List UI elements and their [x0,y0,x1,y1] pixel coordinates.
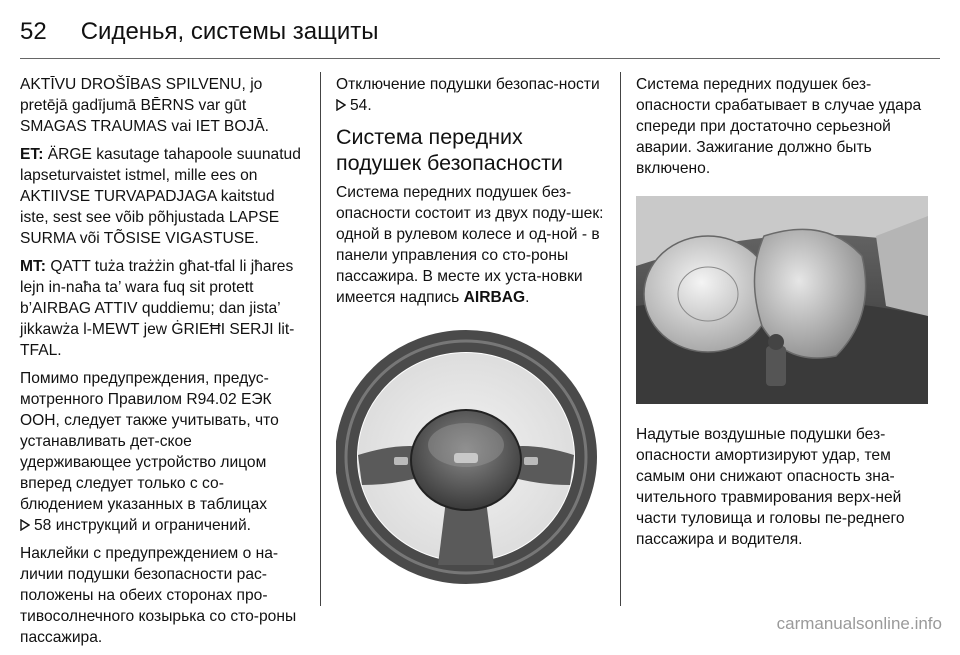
column-1 [20,74,302,655]
paragraph-protection: Надутые воздушные подушки без-опасности амортизируют удар, тем самым они снижают опасность зна-чительного травмирования верх-ней части туловища и головы пе-реднего пассажира и водителя. [636,426,905,548]
page-ref-arrow-icon[interactable] [336,95,350,116]
lang-code-et: ET: [20,146,44,163]
paragraph-r94-tail: инструкций и ограничений. [51,517,251,534]
warning-et-text: ÄRGE kasutage tahapoole suunatud lapseturvaistet istmel, mille ees on AKTIIVSE TURVAPADJAGA kaitstud iste, sest see võib põhjustada LAPSE SURMA või TÕSISE VIGASTUSE. [20,146,301,247]
warning-et [20,144,302,249]
system-text: Система передних подушек без-опасности состоит из двух поду-шек: одной в рулевом колесе и од-ной - в панели управления со сто-роны пассажира. В месте их уста-новки имеется надпись [336,184,604,306]
header-divider [20,58,940,59]
paragraph-trigger: Система передних подушек без-опасности срабатывает в случае удара спереди при достаточно серьезной аварии. Зажигание должно быть включено. [636,76,922,177]
paragraph-labels: Наклейки с предупреждением о на-личии подушки безопасности рас-положены на обеих сторонах про-тивосолнечного козырька со сто-роны пассажира. [20,545,297,646]
page-ref-arrow-icon[interactable] [20,515,34,536]
page-ref-54[interactable]: 54. [350,97,372,114]
section-heading: Система передних подушек безопасности [336,125,563,175]
page-ref-58[interactable]: 58 [34,517,52,534]
lang-code-mt: MT: [20,258,46,275]
watermark: carmanualsonline.info [776,614,942,633]
paragraph-r94 [20,368,302,536]
deactivation-text: Отключение подушки безопас-ности [336,76,600,93]
page-title: Сиденья, системы защиты [80,18,379,45]
paragraph-r94-text: Помимо предупреждения, предус-мотренного Правилом R94.02 ЕЭК ООН, следует также учитывать, что устанавливать дет-ское удерживающее устройство лицом вперед следует только с со-блюдением указанных в таблицах [20,370,279,513]
page-header [20,14,379,50]
paragraph-system [336,182,608,308]
warning-mt [20,256,302,361]
column-3 [636,74,930,557]
paragraph-deactivation [336,74,608,116]
airbag-label: AIRBAG [463,289,526,306]
warning-lv: AKTĪVU DROŠĪBAS SPILVENU, jo pretējā gadījumā BĒRNS var gūt SMAGAS TRAUMAS vai IET BOJĀ. [20,76,269,135]
column-2 [336,74,608,596]
system-text-end: . [525,289,530,306]
page-number: 52 [20,18,47,45]
warning-mt-text: QATT tuża trażżin għat-tfal li jħares lejn in-naħa ta’ wara fuq sit protett b’AIRBAG ATTIV quddiemu; dan jista’ jikkawża l-MEWT jew ĠRIEĦI SERJI lit-TFAL. [20,258,295,359]
steering-wheel-airbag-image [336,325,608,590]
column-divider-1 [320,72,321,606]
deployed-airbags-image [636,196,928,404]
column-divider-2 [620,72,621,606]
